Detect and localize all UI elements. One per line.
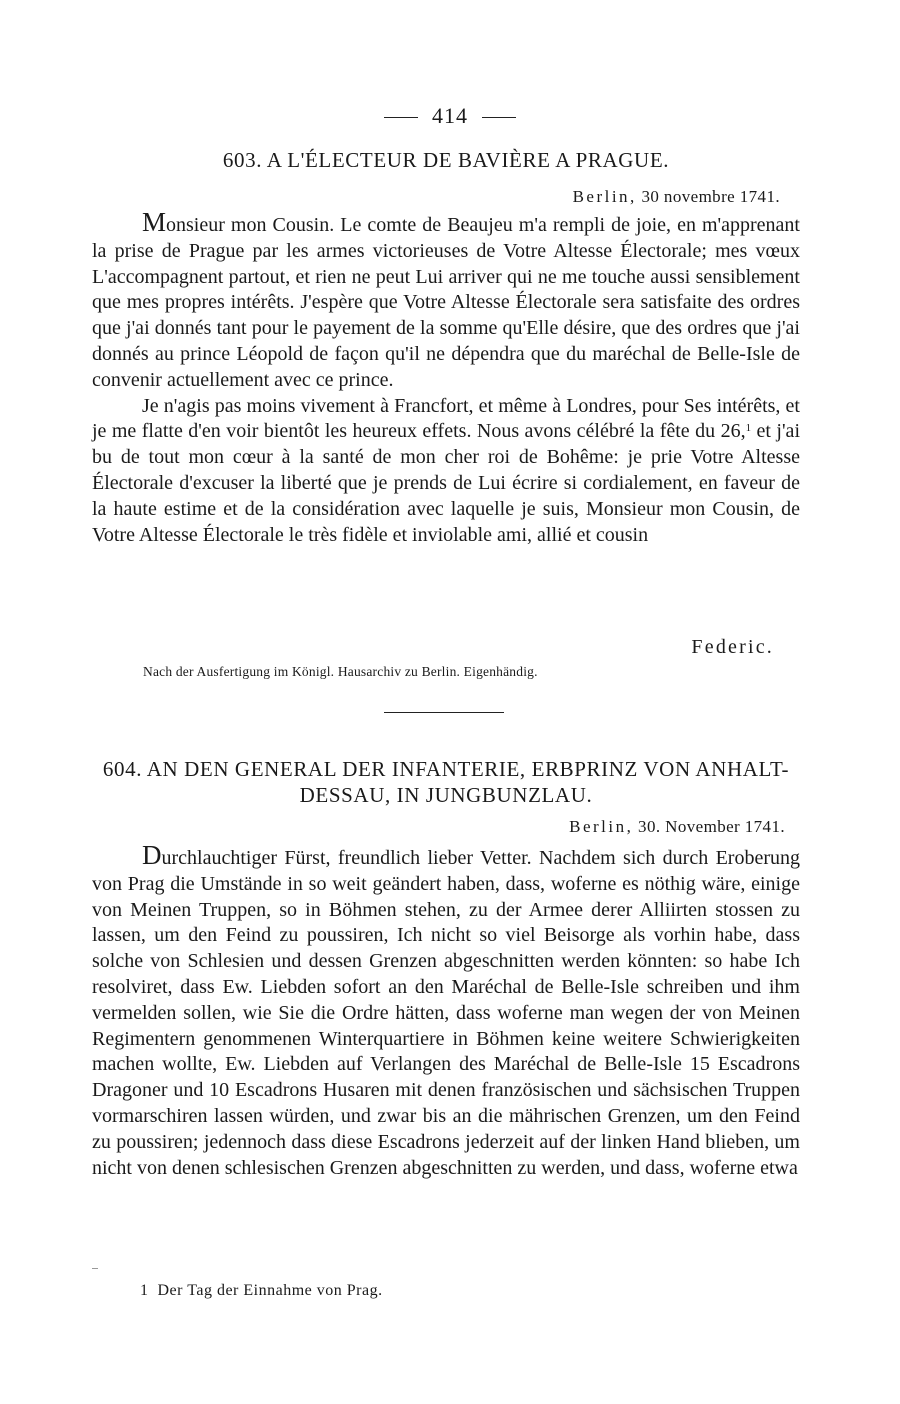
letter-603-signature: Federic. <box>691 636 774 658</box>
page-number-dash-left <box>384 117 418 118</box>
footnote-text: Der Tag der Einnahme von Prag. <box>157 1282 383 1299</box>
letter-603-body <box>92 207 800 548</box>
footnote-reference: 1 <box>745 422 752 435</box>
letter-604-paragraph-1 <box>92 840 800 1181</box>
page-number-value: 414 <box>432 103 468 128</box>
letter-603-paragraph-1-text: onsieur mon Cousin. Le comte de Beaujeu m'a rempli de joie, en m'apprenant la prise de Prague par les armes victorieuses de Votre Altesse Électorale; mes vœux L'accompagnent partout, et rien ne peut Lui arriver qui ne me touche aussi sensiblement que mes propres intérêts. J'espère que Votre Altesse Électorale sera satisfaite des ordres que j'ai donnés tant pour le payement de la somme qu'Elle désire, que des ordres que j'ai donnés au prince Léopold de façon qu'il ne dépendra que du maréchal de Belle-Isle de convenir actuellement avec ce prince. <box>92 214 800 391</box>
letter-603-title: 603. A L'ÉLECTEUR DE BAVIÈRE A PRAGUE. <box>222 148 670 172</box>
letter-604-body <box>92 840 800 1181</box>
letter-604-paragraph-1-text: urchlauchtiger Fürst, freundlich lieber Vetter. Nachdem sich durch Eroberung von Prag die Umstände in so weit geändert haben, dass, woferne es nöthig wäre, einige von Meinen Truppen, so in Böhmen stehen, zu der Armee derer Alliirten stossen zu lassen, um den Feind zu poussiren, Ich nicht so viel Beisorge als vorhin habe, dass solche von Schlesien und dessen Grenzen abgeschnitten werden könnten: so habe Ich resolviret, dass Ew. Liebden sofort an den Maréchal de Belle-Isle schreiben und ihm vermelden sollen, wie Sie die Ordre hätten, dass woferne man wegen der von Meinen Regimentern genommenen Winterquartiere in Böhmen keine weitere Schwierigkeiten machen wollte, Ew. Liebden auf Verlangen des Maréchal de Belle-Isle 15 Escadrons Dragoner und 10 Escadrons Husaren mit denen französischen und sächsischen Truppen vormarschiren lassen würden, und zwar bis an die mährischen Grenzen, um den Feind zu poussiren; jedennoch dass diese Escadrons jederzeit auf der linken Hand blieben, um nicht von denen schlesischen Grenzen abgeschnitten zu werden, und dass, woferne etwa <box>92 847 800 1179</box>
letter-603-source-note: Nach der Ausfertigung im Königl. Hausarchiv zu Berlin. Eigenhändig. <box>143 664 538 679</box>
letter-603-paragraph-2a: Je n'agis pas moins vivement à Francfort, et même à Londres, pour Ses intérêts, et je me flatte d'en voir bientôt les heureux effets. Nous avons célébré la fête du 26, <box>92 394 800 443</box>
page-number-dash-right <box>482 117 516 118</box>
footnote-mark <box>92 1268 98 1269</box>
footnote-marker: 1 <box>140 1282 149 1299</box>
letter-603-paragraph-1 <box>92 207 800 394</box>
letter-604-date: 30. November 1741. <box>638 817 785 836</box>
letter-603-dateline <box>573 187 780 207</box>
letter-603-paragraph-2b: et j'ai bu de tout mon cœur à la santé de mon cher roi de Bohême: je prie Votre Altesse Électorale d'excuser la liberté que je prends de Lui écrire si cordialement, en faveur de la haute estime et de la considération avec laquelle je suis, Monsieur mon Cousin, de Votre Altesse Électorale le très fidèle et inviolable ami, allié et cousin <box>92 420 800 546</box>
letter-604-dateline <box>569 817 785 837</box>
section-separator <box>384 712 504 713</box>
letter-603-initial: M <box>142 207 167 237</box>
letter-603-date: 30 novembre 1741. <box>641 187 780 206</box>
letter-604-date-place: Berlin, <box>569 817 634 836</box>
page-number <box>0 103 900 129</box>
letter-603-paragraph-2 <box>92 394 800 549</box>
letter-604-initial: D <box>142 840 162 870</box>
letter-603-date-place: Berlin, <box>572 187 637 206</box>
letter-604-title: 604. AN DEN GENERAL DER INFANTERIE, ERBPRINZ VON ANHALT-DESSAU, IN JUNGBUNZLAU. <box>102 757 790 807</box>
footnote <box>140 1282 383 1300</box>
